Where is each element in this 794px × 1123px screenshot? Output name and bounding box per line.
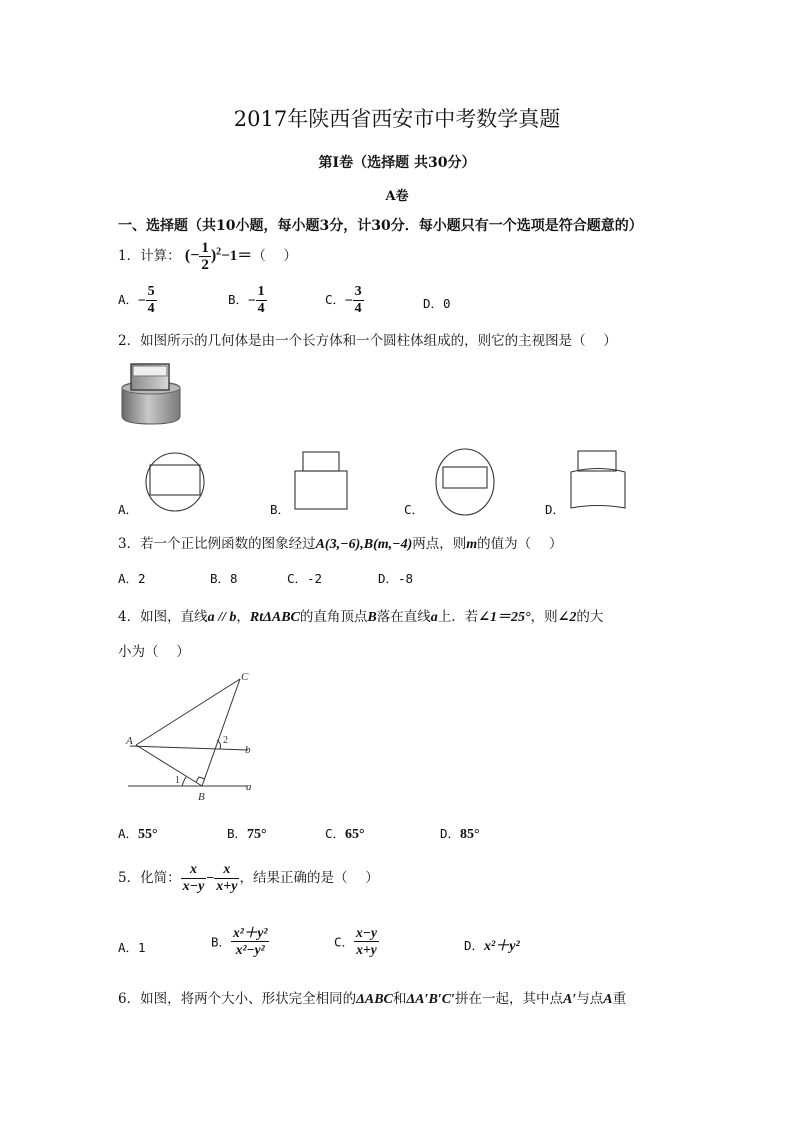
q2-option-a[interactable]: A． (118, 502, 139, 517)
q6-math-2: ΔA′B′C′ (406, 992, 455, 1007)
q1-fraction (199, 240, 211, 273)
section-heading: 一、选择题（共10小题，每小题3分，计30分．每小题只有一个选项是符合题意的） (118, 218, 643, 234)
q5-frac2-n: x (214, 862, 239, 879)
q1-opt-a-d: 4 (147, 301, 155, 316)
q3-text-1: 3．若一个正比例函数的图象经过 (118, 536, 316, 552)
q2-figure-c (436, 449, 494, 515)
q5-frac-2 (214, 862, 239, 895)
segment-bc (202, 679, 240, 786)
q4-opt-d-label: D． (440, 826, 461, 841)
q5-frac2-d: x+y (216, 879, 238, 894)
q5-option-c[interactable] (334, 925, 379, 958)
q1-opt-c-d: 4 (354, 301, 362, 316)
q3-text-3: 的值为（ ） (477, 536, 563, 552)
q4-opt-a-val: 55° (138, 827, 158, 842)
question-3 (118, 532, 562, 553)
question-1 (118, 240, 297, 273)
q6-text-3: 拼在一起，其中点 (455, 991, 563, 1007)
q3-points: A(3,−6),B(m,−4) (315, 537, 413, 552)
q2-figure-d (571, 451, 625, 508)
q5-opt-c-d: x+y (356, 942, 377, 957)
q1-option-d[interactable]: D．0 (423, 296, 451, 311)
q4-text-3: 的直角顶点 (299, 609, 368, 625)
question-2: 2．如图所示的几何体是由一个长方体和一个圆柱体组成的，则它的主视图是（ ） (118, 333, 617, 349)
segment-ab (136, 745, 202, 786)
q4-opt-a-label: A． (118, 826, 139, 841)
q6-math-4: A (603, 992, 613, 1007)
line-b (130, 746, 248, 750)
label-angle-2: 2 (223, 735, 228, 746)
q5-opt-d-label: D． (464, 938, 485, 953)
q1-prefix: 1．计算： (118, 248, 181, 264)
label-b: b (245, 744, 251, 756)
q1-open: (− (184, 247, 200, 264)
q1-exp: 2 (216, 246, 222, 258)
q1-opt-c-frac (353, 284, 364, 317)
q1-option-c[interactable] (325, 284, 364, 317)
q1-frac-den: 2 (201, 257, 209, 273)
q2-figure-b (295, 452, 347, 509)
q4-math-triangle: RtΔABC (249, 610, 300, 625)
q5-opt-b-d: x²−y² (235, 942, 265, 957)
q4-opt-d-val: 85° (460, 827, 480, 842)
q2-option-c[interactable]: C． (404, 502, 425, 517)
q5-opt-c-label: C． (334, 934, 355, 950)
q6-text-5: 重 (612, 991, 627, 1007)
q6-math-1: ΔABC (356, 992, 393, 1007)
q1-option-a[interactable] (118, 284, 157, 317)
q6-text-1: 6．如图，将两个大小、形状完全相同的 (118, 991, 357, 1007)
q4-text-1: 4．如图，直线 (118, 609, 208, 625)
q5-text: ，结果正确的是（ ） (239, 870, 379, 886)
q4-text-7: 的大 (576, 609, 604, 625)
q3-option-b[interactable]: B．8 (210, 571, 238, 586)
q2-figure-a (146, 453, 204, 511)
q1-opt-c-label: C．− (325, 292, 353, 307)
q4-math-angle1: ∠1＝25° (478, 610, 531, 625)
q5-opt-b-label: B． (211, 934, 232, 950)
q6-text-2: 和 (392, 991, 407, 1007)
label-B: B (198, 791, 205, 803)
q4-math-a: a (430, 610, 438, 625)
q1-opt-a-label: A．− (118, 292, 146, 307)
q4-text-6: ，则 (530, 609, 558, 625)
q1-opt-a-frac (146, 284, 157, 317)
label-A: A (126, 735, 133, 747)
q5-opt-b-frac (231, 925, 269, 958)
q5-frac-1 (181, 862, 207, 895)
q5-frac1-d: x−y (182, 879, 205, 894)
q3-option-d[interactable]: D．-8 (378, 571, 414, 586)
q1-tail: −1＝ (221, 248, 253, 264)
q5-prefix: 5．化简： (118, 870, 181, 886)
q4-math-parallel: a // b (207, 610, 237, 625)
q1-option-b[interactable] (228, 284, 267, 317)
q5-frac1-n: x (181, 862, 207, 879)
q1-opt-a-n: 5 (147, 284, 155, 299)
angle-1-arc (182, 777, 186, 786)
label-angle-1: 1 (175, 775, 180, 786)
q4-option-d[interactable] (440, 824, 480, 843)
page-title: 2017年陕西省西安市中考数学真题 (233, 107, 561, 131)
q5-opt-b-n: x²＋y² (233, 925, 268, 940)
q1-paren: （ ） (252, 248, 298, 264)
q4-opt-c-val: 65° (345, 827, 365, 842)
q5-option-d[interactable] (464, 935, 520, 955)
label-a: a (246, 781, 252, 793)
q4-math-b: B (367, 610, 377, 625)
paper-subtitle: 第Ⅰ卷（选择题 共30分） (318, 155, 476, 171)
q4-text-5: 上．若 (437, 609, 479, 625)
volume-label: A卷 (385, 189, 409, 204)
q4-option-a[interactable] (118, 824, 158, 843)
q4-text-2: ， (236, 609, 250, 625)
q3-text-2: 两点，则 (412, 536, 467, 552)
q1-opt-b-d: 4 (257, 301, 265, 316)
q4-math-angle2: ∠2 (557, 610, 577, 625)
q5-opt-c-frac (354, 925, 379, 958)
q1-frac-num: 1 (201, 240, 209, 256)
q4-text-4: 落在直线 (376, 609, 431, 625)
q1-close: ) (210, 247, 217, 264)
q4-opt-c-label: C． (325, 826, 346, 841)
q3-option-c[interactable]: C．-2 (287, 571, 323, 586)
question-6 (118, 987, 626, 1008)
q5-minus: − (206, 871, 215, 886)
label-C: C (241, 671, 249, 683)
q4-geometry-figure (120, 668, 260, 808)
box-top (133, 366, 167, 376)
q6-text-4: 与点 (576, 991, 604, 1007)
q5-option-b[interactable] (211, 925, 269, 958)
question-4-line2: 小为（ ） (118, 644, 190, 660)
q4-option-b[interactable] (227, 824, 267, 843)
q3-option-a[interactable]: A．2 (118, 571, 146, 586)
q2-option-d[interactable]: D． (545, 502, 566, 517)
question-5 (118, 862, 379, 895)
q2-option-figures (140, 448, 650, 520)
q4-opt-b-val: 75° (247, 827, 267, 842)
q5-opt-d-val: x²＋y² (484, 939, 520, 954)
q5-option-a[interactable]: A．1 (118, 940, 146, 955)
q5-opt-c-n: x−y (356, 925, 377, 940)
q6-math-3: A′ (563, 992, 577, 1007)
q1-opt-b-n: 1 (257, 284, 265, 299)
q3-variable: m (466, 537, 478, 552)
q1-opt-b-label: B．− (228, 292, 256, 307)
q4-option-c[interactable] (325, 824, 365, 843)
q4-opt-b-label: B． (227, 826, 248, 841)
q1-opt-b-frac (256, 284, 267, 317)
q1-opt-c-n: 3 (354, 284, 362, 299)
q2-solid-figure (118, 358, 184, 426)
q2-option-b[interactable]: B． (270, 502, 291, 517)
question-4 (118, 605, 603, 626)
